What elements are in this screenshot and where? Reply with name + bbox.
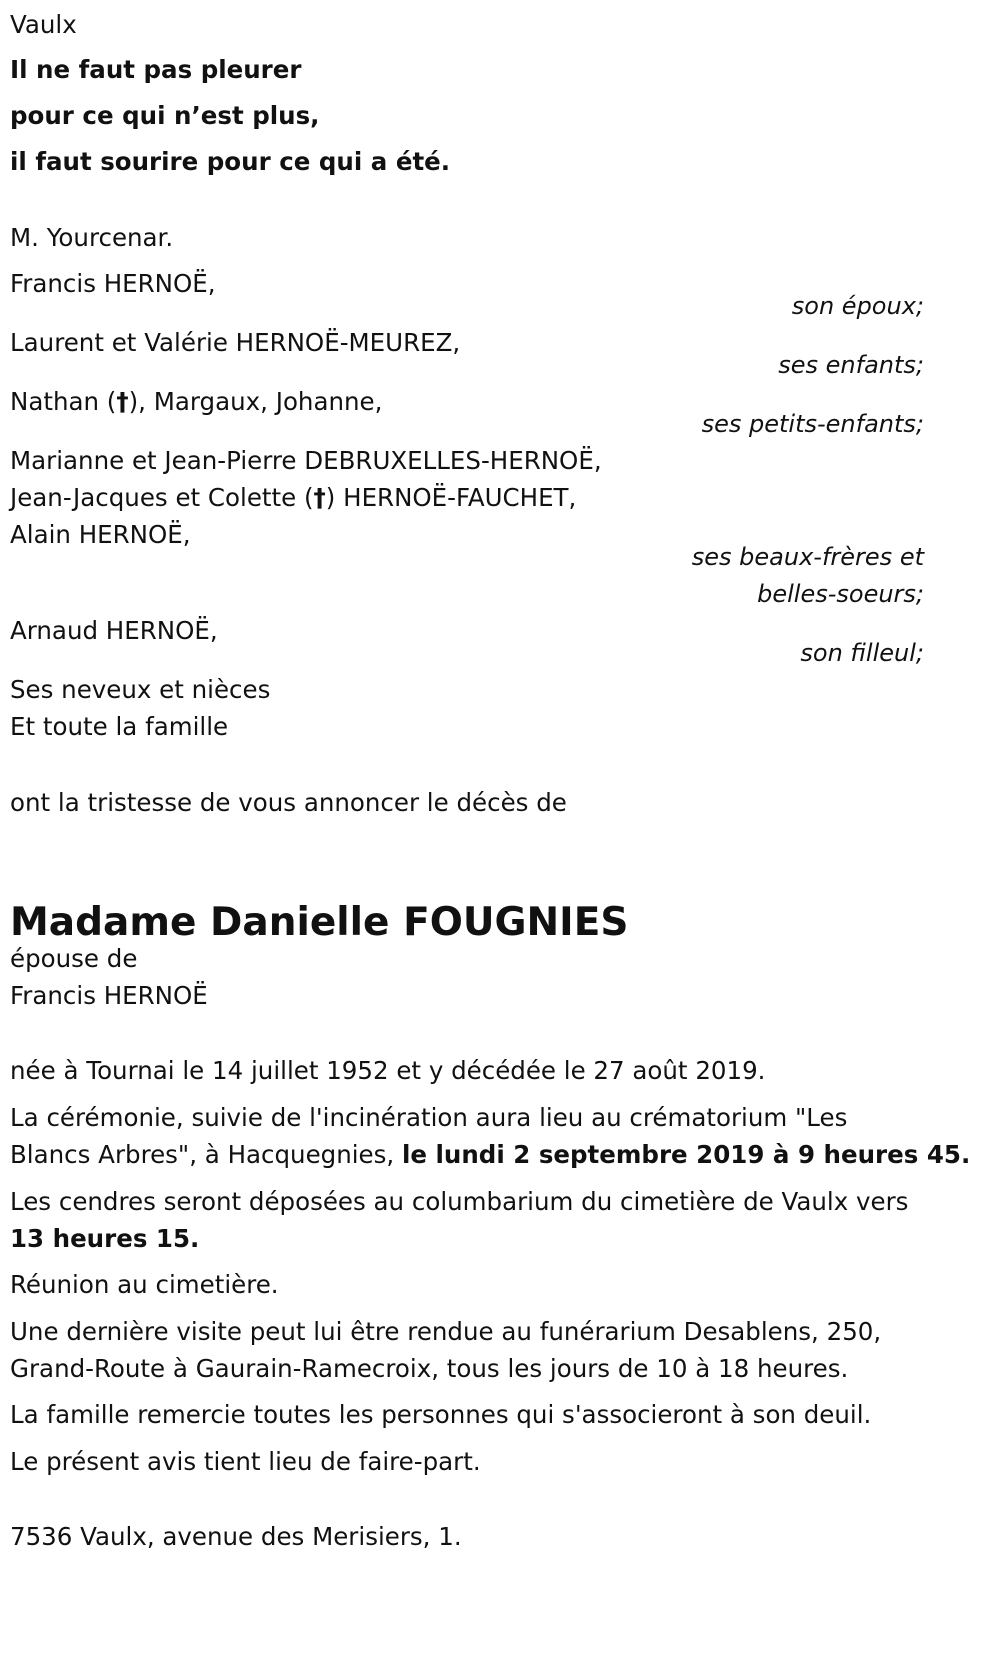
nephews-nieces: Ses neveux et nièces [10, 675, 271, 704]
quote-line-1: Il ne faut pas pleurer [10, 55, 302, 84]
birth-death: née à Tournai le 14 juillet 1952 et y décédée le 27 août 2019. [10, 1056, 766, 1085]
deceased-name: Madame Danielle FOUGNIES [10, 900, 629, 945]
inlaws-line-3: Alain HERNOË, [10, 520, 191, 549]
ashes-line-1: Les cendres seront déposées au columbarium du cimetière de Vaulx vers [10, 1187, 909, 1216]
notice-note: Le présent avis tient lieu de faire-part. [10, 1447, 481, 1476]
inlaws-line-2 [10, 479, 576, 517]
spouse-role: son époux; [791, 292, 924, 320]
inlaws-line-1: Marianne et Jean-Pierre DEBRUXELLES-HERNOË, [10, 446, 602, 475]
quote-line-3: il faut sourire pour ce qui a été. [10, 147, 451, 176]
visit-line-1: Une dernière visite peut lui être rendue au funérarium Desablens, 250, [10, 1317, 882, 1346]
spouse-of-name: Francis HERNOË [10, 981, 208, 1010]
inlaws-role-line-2: belles-soeurs; [757, 580, 924, 608]
children-name: Laurent et Valérie HERNOË-MEUREZ, [10, 328, 461, 357]
grandchildren-role: ses petits-enfants; [701, 410, 924, 438]
godson-role: son filleul; [800, 639, 924, 667]
quote-line-2: pour ce qui n’est plus, [10, 101, 320, 130]
children-role: ses enfants; [778, 351, 924, 379]
address: 7536 Vaulx, avenue des Merisiers, 1. [10, 1522, 462, 1551]
ceremony-date: le lundi 2 septembre 2019 à 9 heures 45. [401, 1140, 971, 1169]
ceremony-place: Blancs Arbres", à Hacquegnies, [10, 1140, 402, 1169]
inlaws-text-a: Jean-Jacques et Colette ( [10, 483, 314, 512]
grandchildren-names [10, 383, 382, 421]
spouse-of-label: épouse de [10, 944, 138, 973]
ashes-time: 13 heures 15. [10, 1224, 200, 1253]
ceremony-line-2 [10, 1136, 970, 1174]
grandchildren-text-a: Nathan ( [10, 387, 117, 416]
grandchildren-text-b: ), Margaux, Johanne, [128, 387, 383, 416]
visit-line-2: Grand-Route à Gaurain-Ramecroix, tous les jours de 10 à 18 heures. [10, 1354, 849, 1383]
ceremony-line-1: La cérémonie, suivie de l'incinération aura lieu au crématorium "Les [10, 1103, 848, 1132]
announcement-intro: ont la tristesse de vous annoncer le décès de [10, 788, 567, 817]
dagger-icon: † [313, 483, 326, 512]
spouse-name: Francis HERNOË, [10, 269, 216, 298]
all-family: Et toute la famille [10, 712, 229, 741]
quote-author: M. Yourcenar. [10, 223, 174, 252]
location: Vaulx [10, 10, 77, 39]
dagger-icon: † [116, 387, 129, 416]
godson-name: Arnaud HERNOË, [10, 616, 218, 645]
inlaws-text-b: ) HERNOË-FAUCHET, [325, 483, 577, 512]
inlaws-role-line-1: ses beaux-frères et [691, 543, 924, 571]
thanks-note: La famille remercie toutes les personnes qui s'associeront à son deuil. [10, 1400, 872, 1429]
meeting-note: Réunion au cimetière. [10, 1270, 279, 1299]
